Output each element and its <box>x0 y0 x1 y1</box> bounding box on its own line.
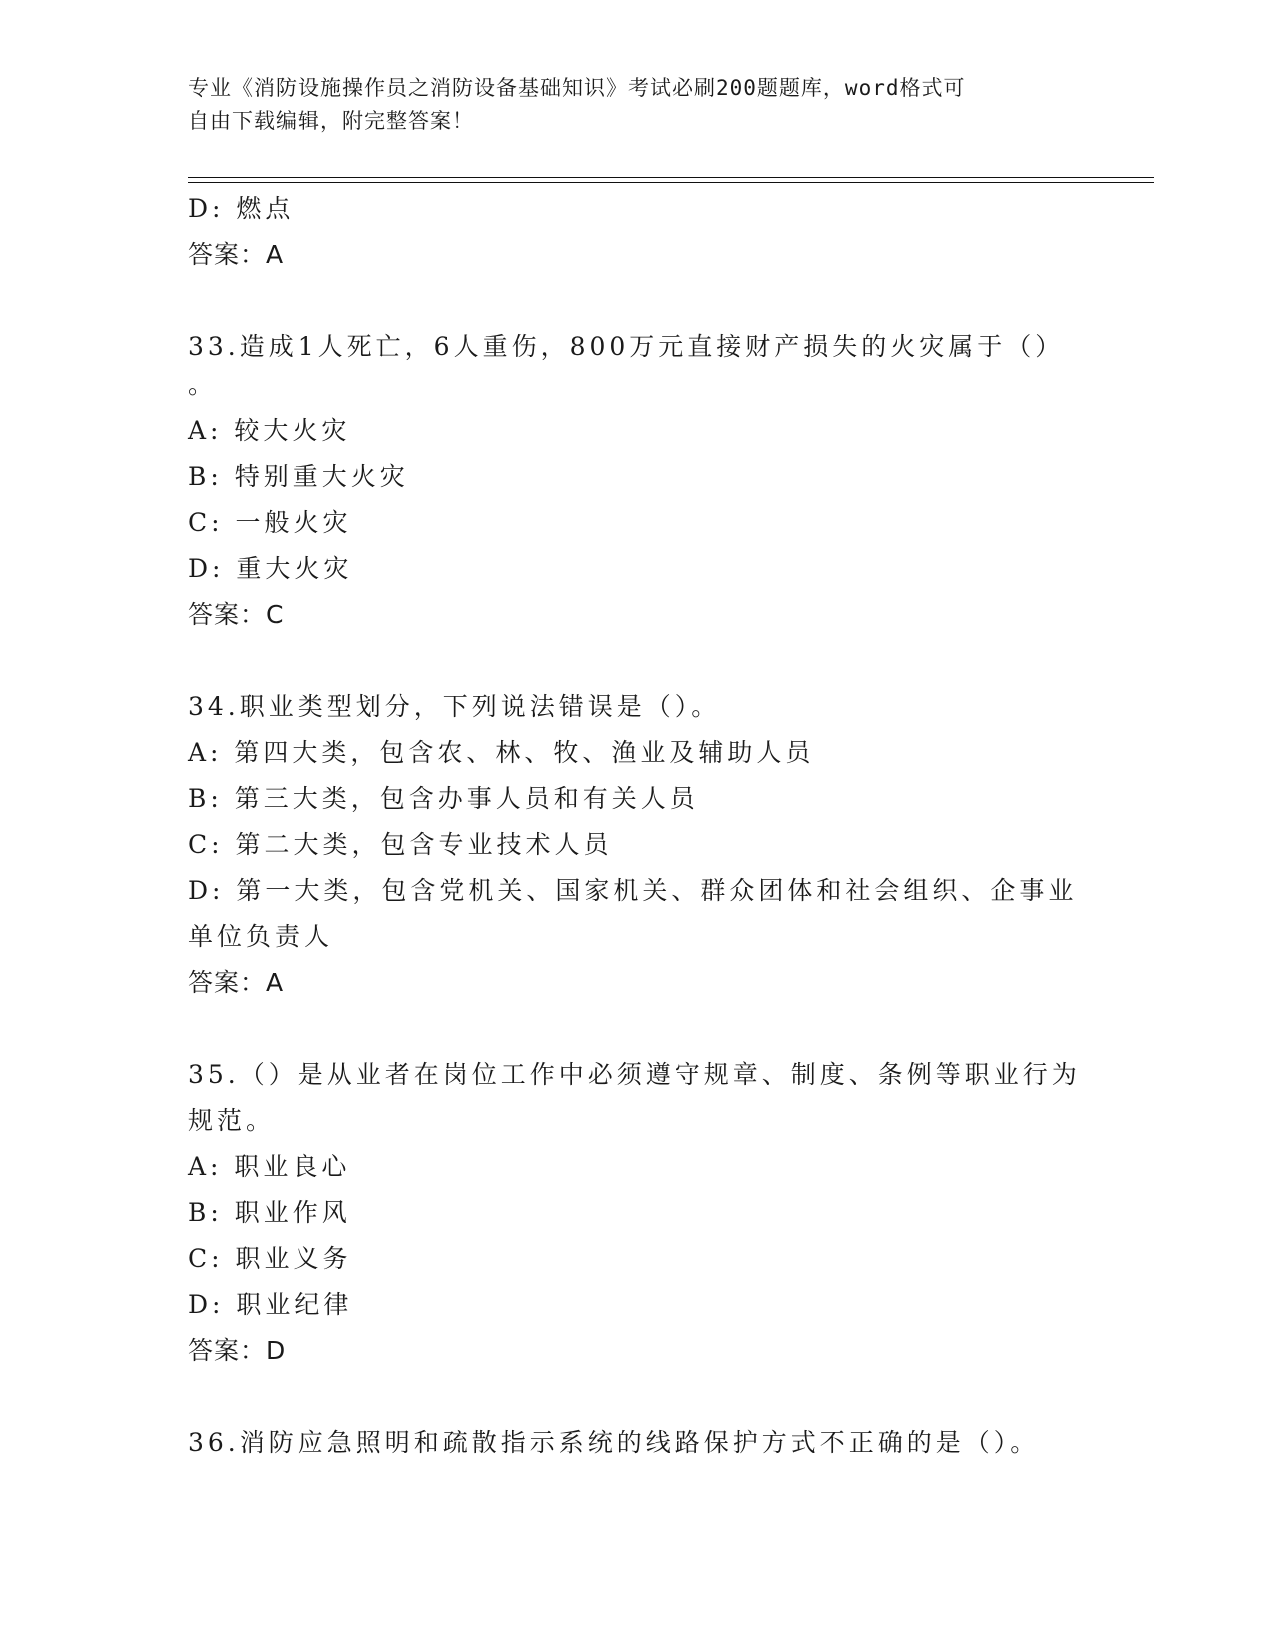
question-stem-continued: 规范。 <box>188 1106 276 1135</box>
option-d: D: 第一大类，包含党机关、国家机关、群众团体和社会组织、企事业 <box>188 876 1078 905</box>
question-stem: 34.职业类型划分，下列说法错误是（）。 <box>188 692 721 721</box>
question-stem: 36.消防应急照明和疏散指示系统的线路保护方式不正确的是（）。 <box>188 1428 1040 1457</box>
question-35 <box>188 1052 1088 1374</box>
answer: 答案：A <box>188 968 285 997</box>
question-33 <box>188 324 1088 638</box>
header-divider-top <box>188 177 1154 178</box>
header-divider-bottom <box>188 182 1154 183</box>
option-d-continued: 单位负责人 <box>188 922 334 951</box>
question-list <box>188 186 1088 1466</box>
question-stem: 33.造成1人死亡，6人重伤，800万元直接财产损失的火灾属于（） <box>188 332 1065 361</box>
option-d: D: 职业纪律 <box>188 1290 353 1319</box>
answer: 答案：C <box>188 600 285 629</box>
spacer <box>188 638 1088 684</box>
question-stem: 35.（）是从业者在岗位工作中必须遵守规章、制度、条例等职业行为 <box>188 1060 1081 1089</box>
option-b: B: 第三大类，包含办事人员和有关人员 <box>188 784 699 813</box>
spacer <box>188 1374 1088 1420</box>
option-a: A: 职业良心 <box>188 1152 351 1181</box>
document-header <box>188 72 1068 138</box>
header-line-1: 专业《消防设施操作员之消防设备基础知识》考试必刷200题题库，word格式可 <box>188 76 966 100</box>
spacer <box>188 1006 1088 1052</box>
question-32-tail <box>188 186 1088 278</box>
question-stem-continued: 。 <box>188 370 218 399</box>
option-d: D: 重大火灾 <box>188 554 353 583</box>
option-c: C: 职业义务 <box>188 1244 352 1273</box>
option-a: A: 较大火灾 <box>188 416 351 445</box>
option-c: C: 一般火灾 <box>188 508 352 537</box>
option-a: A: 第四大类，包含农、林、牧、渔业及辅助人员 <box>188 738 815 767</box>
option-b: B: 特别重大火灾 <box>188 462 409 491</box>
question-36 <box>188 1420 1088 1466</box>
question-34 <box>188 684 1088 1006</box>
header-line-2: 自由下载编辑，附完整答案！ <box>188 109 474 133</box>
option-c: C: 第二大类，包含专业技术人员 <box>188 830 613 859</box>
option-b: B: 职业作风 <box>188 1198 351 1227</box>
option-d: D: 燃点 <box>188 194 295 223</box>
answer: 答案：A <box>188 240 285 269</box>
answer: 答案：D <box>188 1336 287 1365</box>
spacer <box>188 278 1088 324</box>
